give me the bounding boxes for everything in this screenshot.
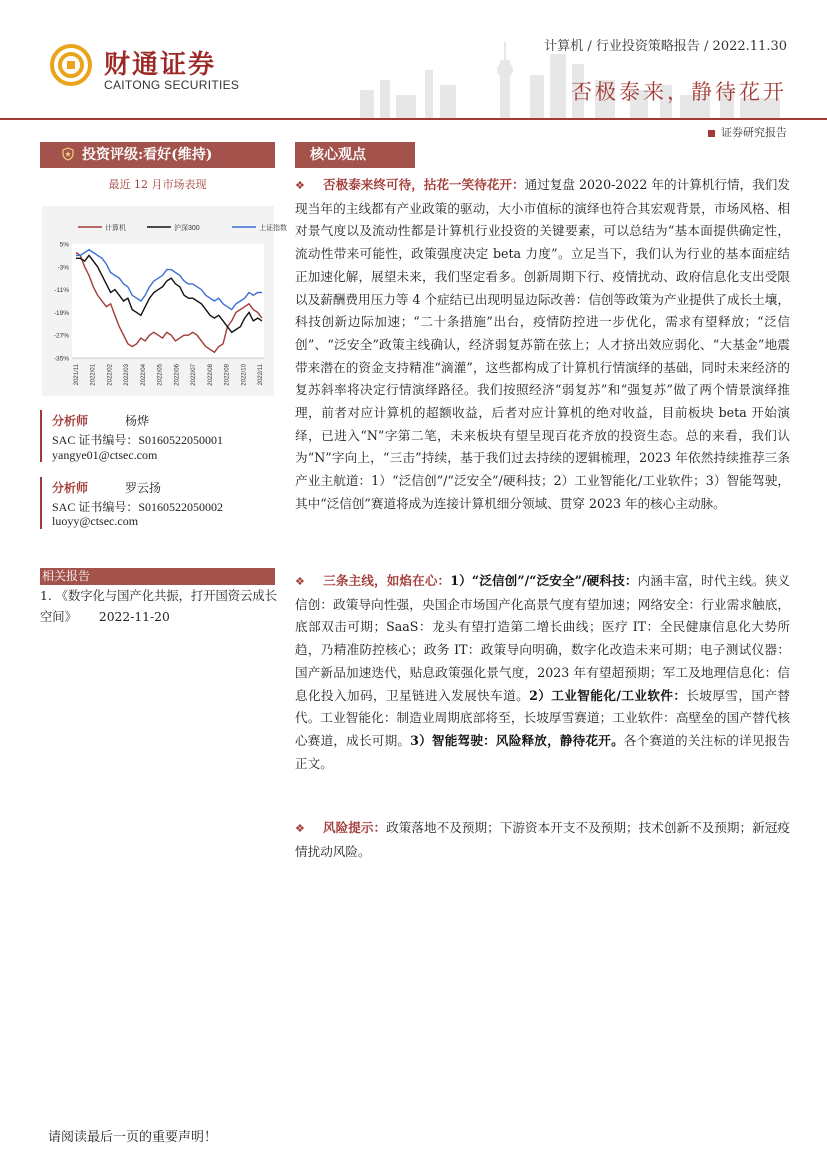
line-2-title: 2）工业智能化/工业软件： [529, 687, 687, 703]
related-report-item[interactable] [40, 586, 278, 628]
related-report-date: 2022-11-20 [98, 610, 170, 624]
related-report-text: 1. 《数字化与国产化共振，打开国资云成长空间》 [40, 589, 277, 624]
y-tick-label: -19% [53, 309, 69, 317]
summary-lead: 否极泰来终可待，拈花一笑待花开： [323, 177, 525, 192]
analyst-name: 杨烨 [125, 414, 150, 428]
x-tick-label: 2021/11 [74, 364, 80, 386]
analyst-rule-1 [40, 410, 42, 462]
legend-label: 计算机 [105, 225, 126, 232]
rating-box [40, 142, 275, 168]
analyst-name: 罗云扬 [125, 481, 162, 495]
star-shield-icon [62, 148, 74, 160]
header-divider [0, 118, 827, 120]
logo-text-en: CAITONG SECURITIES [104, 78, 240, 92]
x-tick-label: 2022/10 [241, 364, 248, 386]
analyst-sac: SAC 证书编号：S0160522050002 [52, 500, 224, 514]
x-tick-label: 2022/01 [90, 364, 97, 386]
diamond-bullet-icon: ❖ [295, 179, 305, 192]
x-tick-label: 2022/09 [224, 364, 231, 386]
square-bullet-icon [708, 130, 715, 137]
analyst-rule-2 [40, 477, 42, 529]
analyst-email[interactable]: yangye01@ctsec.com [52, 448, 158, 462]
analyst-2-header [52, 479, 161, 496]
analyst-label: 分析师 [52, 414, 89, 428]
x-tick-label: 2022/11 [258, 364, 264, 386]
core-view-title: 核心观点 [295, 142, 415, 168]
plot-area [72, 244, 264, 358]
market-chart-title: 最近 12 月市场表现 [108, 178, 207, 191]
report-type [708, 124, 787, 140]
header-meta: 计算机 / 行业投资策略报告 / 2022.11.30 [544, 39, 787, 54]
line-2-text: 长坡厚雪，国产替代。工业智能化：制造业周期底部将至，长坡厚雪赛道；工业软件：高壁垒的国产替代核心赛道，成长可期。 [295, 687, 790, 748]
summary-text: 通过复盘 2020-2022 年的计算机行情，我们发现当年的主线都有产业政策的驱动，大小市值标的演绎也符合其宏观背景，市场风格、相对景气度以及流动性都是计算机行业投资的关键要素，可以总结为“基本面提供确定性，流动性带来可能性，政策强度决定 beta 力度”。立足当下，我们认为行业的基本面症结正加速化解，展望未来，我们坚定看多。创新周期下行、疫情扰动、政府信息化支出受限以及薪酬费用压力等 4 个症结已出现明显边际改善：信创等政策为产业提供了成长土壤，科技创新边际加速；“二十条措施”出台，疫情防控进一步优化，需求有望释放；“泛信创”、“泛安全”政策主线确认，经济弱复苏箭在弦上；人才挤出效应弱化、“大基金”地震带来潜在的资金支持精准“滴灌”，这些都构成了计算机行情演绎的基础，同时未来经济的复苏斜率将决定行情演绎路径。我们按照经济“弱复苏”和“强复苏”做了两个情景演绎推理，前者对应计算机的超额收益，后者对应计算机的绝对收益，目前板块 beta 开始演绎，已进入“N”字第二笔，未来板块有望呈现百花齐放的投资生态。总的来看，我们认为“N”字向上，“三击”持续，基于我们过去持续的逻辑梳理，2023 年依然持续推荐三条产业主航道：1）“泛信创”/“泛安全”/硬科技；2）工业智能化/工业软件；3）智能驾驶，其中“泛信创”赛道将成为连接计算机细分领域、贯穿 2023 年的核心主动脉。 [295, 177, 790, 511]
legend-label: 上证指数 [259, 225, 287, 232]
y-tick-label: -27% [53, 332, 69, 340]
analyst-1-header [52, 412, 149, 429]
x-tick-label: 2022/05 [157, 364, 164, 386]
line-1-title: 1）“泛信创”/“泛安全”/硬科技： [450, 573, 638, 588]
company-logo-icon [50, 44, 92, 86]
analyst-sac: SAC 证书编号：S0160522050001 [52, 433, 224, 447]
analyst-email[interactable]: luoyy@ctsec.com [52, 514, 139, 528]
y-tick-label: 5% [59, 241, 69, 249]
diamond-bullet-icon: ❖ [295, 822, 305, 835]
x-tick-label: 2022/03 [124, 364, 131, 386]
market-chart-svg [42, 206, 287, 396]
y-tick-label: -3% [57, 264, 69, 272]
y-tick-label: -11% [54, 287, 69, 295]
paragraph-summary [295, 174, 790, 516]
x-tick-label: 2022/07 [191, 364, 198, 386]
analyst-label: 分析师 [52, 481, 89, 495]
line-3-title: 3）智能驾驶：风险释放，静待花开。 [410, 732, 624, 748]
three-lines-lead: 三条主线，如焰在心： [323, 573, 451, 588]
risk-text: 政策落地不及预期；下游资本开支不及预期；技术创新不及预期；新冠疫情扰动风险。 [295, 820, 791, 859]
line-3-text: 各个赛道的关注标的详见报告正文。 [295, 732, 791, 771]
legend-label: 沪深300 [174, 225, 200, 232]
market-chart [42, 206, 287, 396]
paragraph-risk [295, 817, 790, 863]
paragraph-three-lines [295, 570, 790, 775]
x-tick-label: 2022/08 [207, 364, 214, 386]
x-tick-label: 2022/06 [174, 364, 181, 386]
diamond-bullet-icon: ❖ [295, 575, 305, 588]
y-tick-label: -35% [53, 355, 69, 363]
report-type-label: 证券研究报告 [721, 126, 787, 139]
x-tick-label: 2022/04 [140, 364, 147, 386]
related-reports-title: 相关报告 [40, 568, 275, 585]
rating-label: 投资评级:看好(维持) [82, 147, 213, 163]
x-tick-label: 2022/02 [107, 364, 114, 386]
line-1-text: 内涵丰富，时代主线。狭义信创：政策导向性强，央国企市场国产化高景气度有望加速；网络安全：行业需求触底，底部双击可期；SaaS：龙头有望打造第二增长曲线；医疗 IT：全民健康信息化大势所趋，乃精准防控核心；政务 IT：政策导向明确，数字化改造未来可期；电子测试仪器：国产新品加速迭代，贴息政策强化景气度，2023 年有望超预期；军工及地理信息化：信息化投入加码，卫星链进入发展快车道。 [295, 573, 790, 703]
risk-lead: 风险提示： [323, 820, 387, 835]
logo-text-cn: 财通证券 [104, 50, 217, 80]
footer-disclaimer: 请阅读最后一页的重要声明！ [48, 1130, 218, 1145]
report-title: 否极泰来，静待花开 [571, 80, 787, 104]
